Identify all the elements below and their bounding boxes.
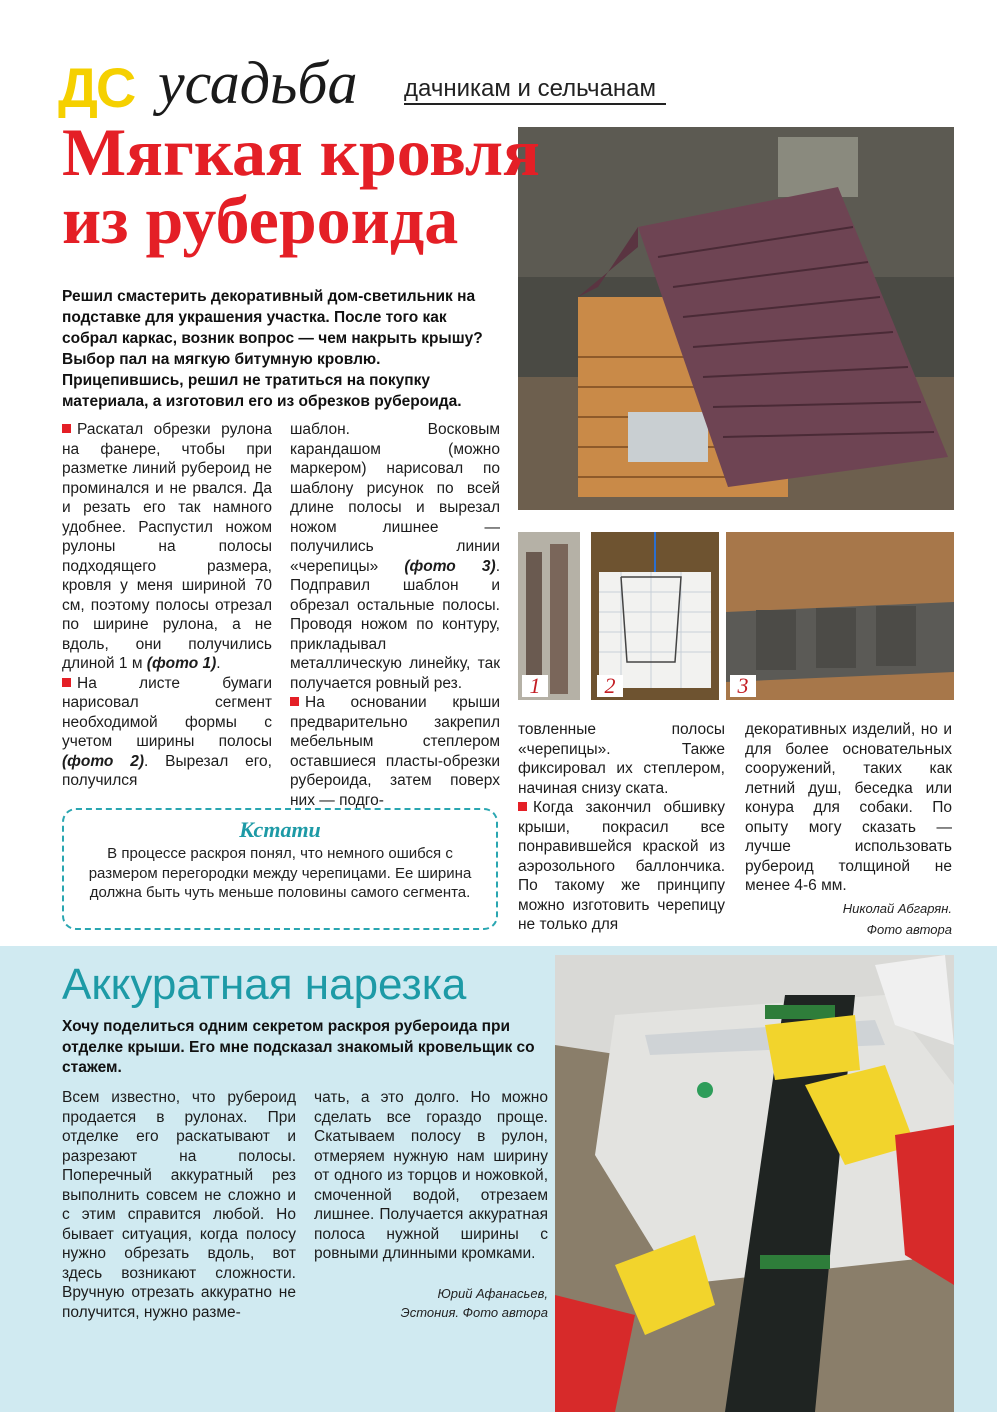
photo-sawing-roll	[555, 955, 954, 1412]
section2-column-2: чать, а это долго. Но можно сделать все гораздо проще. Скатываем полосу в рулон, отмеряем нужную нам ширину от одного из торцов и ножовкой, смоченной водой, отрезаем лишнее. Получается аккуратная полоса нужной ширины с ровными длинными кромками.	[314, 1089, 548, 1262]
photo-number-1: 1	[522, 675, 548, 697]
col1-paragraph-1: Раскатал обрезки рулона на фанере, чтобы при разметке линий рубероид не проминался и не рвался. Да и резать его так намного удобнее. Распустил ножом рулоны на полосы подходящего размера, кровля у меня шириной 70 см, поэтому полосы отрезал по ширине рулона, а не вдоль, они получились длиной 1 м	[62, 421, 272, 672]
kstati-box	[62, 808, 498, 930]
photo-3-shingles	[726, 532, 954, 700]
section-tagline: дачникам и сельчанам	[404, 75, 657, 102]
col1-paragraph-2: На листе бумаги нарисовал сегмент необходимой формы с учетом ширины полосы	[62, 674, 272, 750]
photo-ref-3: (фото 3)	[404, 557, 496, 575]
col2-paragraph-1-end: Подправил шаблон и обрезал остальные полосы. Проводя ножом по контуру, прикладывал металлическую линейку, так получается ровный рез.	[290, 577, 500, 692]
magazine-logo-ds: ДС	[58, 56, 135, 119]
article-author: Николай Абгарян.	[842, 901, 952, 916]
section2-title: Аккуратная нарезка	[62, 960, 467, 1009]
article-title-line1: Мягкая кровля	[62, 114, 540, 190]
col2-paragraph-2: На основании крыши предварительно закрепил мебельным степлером оставшиеся пласты-обрезки рубероида, затем поверх них — подго-	[290, 694, 500, 809]
kstati-title: Кстати	[239, 817, 321, 842]
col4-paragraph-1: декоративных изделий, но и для более основательных сооружений, таких как летний душ, беседка или конура для собаки. По опыту могу сказать — лучше использовать рубероид толщиной не менее 4-6 мм.	[745, 721, 952, 894]
section2-column-1: Всем известно, что рубероид продается в рулонах. При отделке его раскатывают и разрезают на полосы. Поперечный аккуратный рез выполнить совсем не сложно и с этим справится любой. Но бывает ситуация, когда полосу нужно обрезать вдоль, вот здесь возникают сложности. Вручную отрезать аккуратно не получится, нужно разме-	[62, 1089, 296, 1321]
article-photo-credit: Фото автора	[866, 922, 952, 937]
photo-1-strips	[518, 532, 580, 700]
section2-lead: Хочу поделиться одним секретом раскроя рубероида при отделке крыши. Его мне подсказал знакомый кровельщик со стажем.	[62, 1018, 535, 1076]
col1-paragraph-2-end: Вырезал его, получился	[62, 752, 272, 789]
col3-paragraph-2: Когда закончил обшивку крыши, покрасил все понравившейся краской из аэрозольного баллончика. По такому же принципу можно изготовить черепицу не только для	[518, 799, 725, 933]
photo-2-template	[591, 532, 719, 700]
article-column-4	[745, 720, 952, 896]
bullet-marker	[518, 802, 527, 811]
bullet-marker	[62, 424, 71, 433]
col3-paragraph-1: товленные полосы «черепицы». Также фиксировал их степлером, начиная снизу ската.	[518, 721, 725, 797]
section-name: усадьба	[158, 50, 358, 116]
photo-ref-1: (фото 1)	[146, 655, 217, 672]
section2-author: Юрий Афанасьев,	[437, 1286, 548, 1301]
photo-ref-2: (фото 2)	[62, 752, 144, 770]
main-photo-house	[518, 127, 954, 510]
bullet-marker	[62, 678, 71, 687]
article-column-1: Раскатал обрезки рулона на фанере, чтобы при разметке линий рубероид не проминался и не рвался. Да и резать его так намного удобнее. Распустил ножом рулоны на полосы подходящего размера, кровля у меня шириной 70 см, поэтому полосы отрезал по ширине рулона, а не вдоль, они получились длиной 1 м (фото 1). На листе бумаги нарисовал сегмент необходимой формы с учетом ширины полосы (фото 2). Вырезал его, получился	[62, 421, 272, 789]
section2-photo-credit: Эстония. Фото автора	[400, 1305, 548, 1320]
photo-number-2: 2	[597, 675, 623, 697]
photo-number-3: 3	[730, 675, 756, 697]
kstati-text: В процессе раскроя понял, что немного ошибся с размером перегородки между черепицами. Ее ширина должна быть чуть меньше половины самого сегмента.	[88, 845, 472, 901]
bullet-marker	[290, 697, 299, 706]
article-lead: Решил смастерить декоративный дом-светильник на подставке для украшения участка. После того как собрал каркас, возник вопрос — чем накрыть крышу? Выбор пал на мягкую битумную кровлю. Прицепившись, решил не тратиться на покупку материала, а изготовил его из обрезков рубероида.	[62, 288, 483, 410]
article-column-2: шаблон. Восковым карандашом (можно маркером) нарисовал по шаблону рисунок по всей длине полосы и вырезал ножом лишнее — получились линии «черепицы» (фото 3). Подправил шаблон и обрезал остальные полосы. Проводя ножом по контуру, прикладывал металлическую линейку, так получается ровный рез. На основании крыши предварительно закрепил мебельным степлером оставшиеся пласты-обрезки рубероида, затем поверх них — подго-	[290, 421, 501, 809]
article-column-3	[518, 720, 725, 935]
col2-paragraph-1: шаблон. Восковым карандашом (можно маркером) нарисовал по шаблону рисунок по всей длине полосы и вырезал ножом лишнее — получились линии «черепицы»	[290, 421, 500, 575]
article-title-line2: из рубероида	[62, 182, 459, 258]
tagline-underline	[404, 103, 666, 105]
article-title	[62, 114, 540, 258]
